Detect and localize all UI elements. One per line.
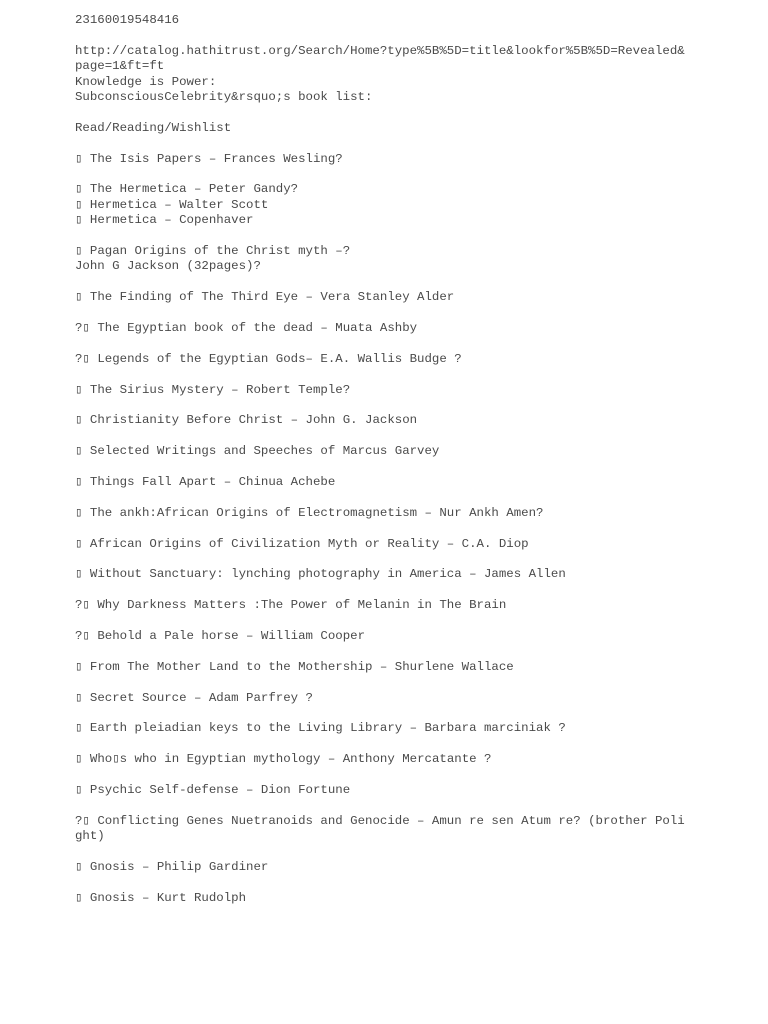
spacer <box>75 644 690 659</box>
spacer <box>75 583 690 598</box>
book-entry: ▯ Psychic Self-defense – Dion Fortune <box>75 782 351 797</box>
book-entry: ?▯ The Egyptian book of the dead – Muata Ashby <box>75 321 418 336</box>
book-entry: ▯ Gnosis – Philip Gardiner <box>75 859 269 874</box>
spacer <box>75 398 690 413</box>
book-entry: ▯ The Finding of The Third Eye – Vera Stanley Alder <box>75 290 455 305</box>
spacer <box>75 875 690 890</box>
book-entry: ▯ Who▯s who in Egyptian mythology – Anthony Mercatante ? <box>75 752 492 767</box>
spacer <box>75 167 690 182</box>
spacer <box>75 460 690 475</box>
spacer <box>75 521 690 536</box>
spacer <box>75 429 690 444</box>
book-entry: ?▯ Legends of the Egyptian Gods– E.A. Wallis Budge ? <box>75 351 462 366</box>
spacer <box>75 552 690 567</box>
book-entry: ▯ Christianity Before Christ – John G. Jackson <box>75 413 418 428</box>
book-entry: ▯ Pagan Origins of the Christ myth –? <box>75 244 351 259</box>
source-url: http://catalog.hathitrust.org/Search/Home?type%5B%5D=title&lookfor%5B%5D=Revealed&page=1&ft=ft <box>75 43 685 74</box>
book-entry: ▯ Without Sanctuary: lynching photography in America – James Allen <box>75 567 566 582</box>
spacer <box>75 706 690 721</box>
document-body <box>75 13 690 906</box>
book-entry-continuation: John G Jackson (32pages)? <box>75 259 261 274</box>
spacer <box>75 768 690 783</box>
book-entry: ▯ Gnosis – Kurt Rudolph <box>75 890 247 905</box>
book-entry: ▯ Things Fall Apart – Chinua Achebe <box>75 475 336 489</box>
book-entry: ▯ From The Mother Land to the Mothership – Shurlene Wallace <box>75 659 514 674</box>
book-entry: ▯ The ankh:African Origins of Electromagnetism – Nur Ankh Amen? <box>75 505 544 520</box>
book-entry: ▯ The Sirius Mystery – Robert Temple? <box>75 382 351 397</box>
spacer <box>75 105 690 120</box>
spacer <box>75 614 690 629</box>
list-title: Read/Reading/Wishlist <box>75 120 232 135</box>
heading-book-list: SubconsciousCelebrity&rsquo;s book list: <box>75 90 373 105</box>
spacer <box>75 490 690 505</box>
book-entry: ▯ Earth pleiadian keys to the Living Library – Barbara marciniak ? <box>75 721 566 736</box>
book-entry: ?▯ Behold a Pale horse – William Cooper <box>75 628 366 643</box>
book-entry: ?▯ Why Darkness Matters :The Power of Melanin in The Brain <box>75 598 507 613</box>
spacer <box>75 367 690 382</box>
spacer <box>75 845 690 860</box>
spacer <box>75 798 690 813</box>
book-entry: ▯ Hermetica – Copenhaver <box>75 213 254 228</box>
spacer <box>75 675 690 690</box>
spacer <box>75 737 690 752</box>
spacer <box>75 336 690 351</box>
heading-knowledge: Knowledge is Power: <box>75 74 217 89</box>
book-entry: ▯ Secret Source – Adam Parfrey ? <box>75 690 313 705</box>
document-id: 23160019548416 <box>75 13 180 27</box>
book-entry: ▯ The Isis Papers – Frances Wesling? <box>75 151 343 166</box>
spacer <box>75 28 690 43</box>
book-entry: ▯ The Hermetica – Peter Gandy? <box>75 182 299 197</box>
book-entry: ▯ African Origins of Civilization Myth or Reality – C.A. Diop <box>75 536 529 551</box>
spacer <box>75 275 690 290</box>
book-entry: ▯ Selected Writings and Speeches of Marcus Garvey <box>75 444 440 459</box>
spacer <box>75 229 690 244</box>
spacer <box>75 136 690 151</box>
book-entry: ▯ Hermetica – Walter Scott <box>75 197 269 212</box>
book-entry: ?▯ Conflicting Genes Nuetranoids and Genocide – Amun re sen Atum re? (brother Polight) <box>75 813 685 844</box>
spacer <box>75 306 690 321</box>
